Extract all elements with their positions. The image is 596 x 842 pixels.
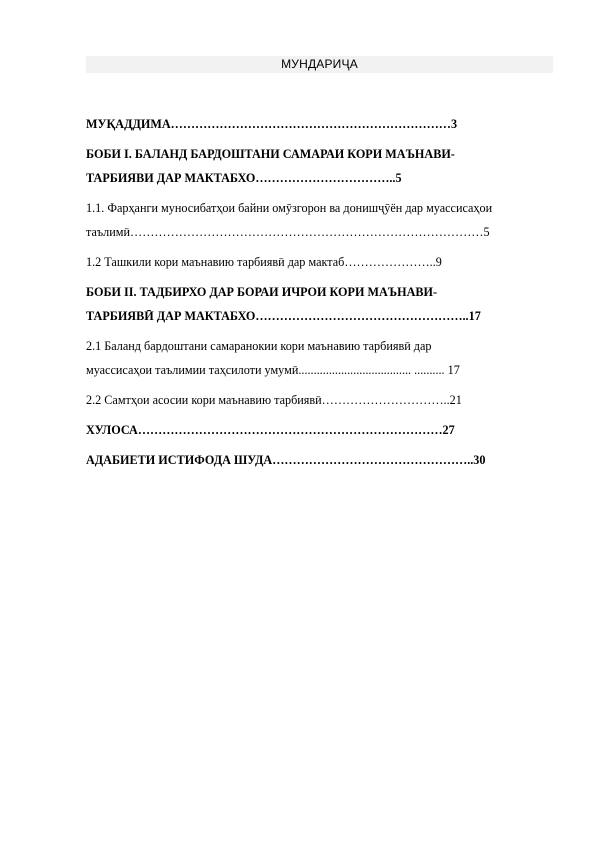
- toc-entry-text: 2.1 Баланд бардоштани самаранокии кори маънавию тарбиявӣ дар: [86, 339, 432, 353]
- toc-entry-text: муассисаҳои таълимии таҳсилоти умумӣ..................................... .......... 17: [86, 363, 460, 377]
- toc-entry-text: таълимӣ……………………………………………………………………………5: [86, 225, 490, 239]
- toc-entry-text: МУҚАДДИМА……………………………………………………………3: [86, 117, 458, 131]
- toc-entry-chapter-2: [86, 280, 556, 328]
- toc-entry-section-2-2: [86, 388, 556, 412]
- toc-entry-text: БОБИ II. ТАДБИРХО ДАР БОРАИ ИЧРОИ КОРИ МАЪНАВИ-: [86, 285, 438, 299]
- toc-entry-text: 2.2 Самтҳои асосии кори маънавию тарбиявӣ…………………………..21: [86, 393, 462, 407]
- toc-entry-references: [86, 448, 556, 472]
- toc-entry-chapter-1: [86, 142, 556, 190]
- toc-entry-text: 1.1. Фарҳанги муносибатҳои байни омӯзгорон ва донишҷӯён дар муассисаҳои: [86, 201, 493, 215]
- toc-entry-text: ТАРБИЯВӢ ДАР МАКТАБХО……………………………………………..17: [86, 309, 481, 323]
- toc-entry-section-1-1: [86, 196, 556, 244]
- toc-entry-text: ТАРБИЯВИ ДАР МАКТАБХО……………………………..5: [86, 171, 402, 185]
- toc-entry-section-2-1: [86, 334, 556, 382]
- toc-entry-text: БОБИ I. БАЛАНД БАРДОШТАНИ САМАРАИ КОРИ МАЪНАВИ-: [86, 147, 455, 161]
- toc-entry-text: ХУЛОСА…………………………………………………………………27: [86, 423, 455, 437]
- toc-entry-introduction: [86, 112, 556, 136]
- toc-entry-text: АДАБИЕТИ ИСТИФОДА ШУДА…………………………………………..30: [86, 453, 486, 467]
- toc-entry-section-1-2: [86, 250, 556, 274]
- table-of-contents: [86, 112, 556, 478]
- toc-entry-conclusion: [86, 418, 556, 442]
- page-title: МУНДАРИҶА: [86, 56, 553, 73]
- toc-entry-text: 1.2 Ташкили кори маънавию тарбиявӣ дар мактаб…………………..9: [86, 255, 442, 269]
